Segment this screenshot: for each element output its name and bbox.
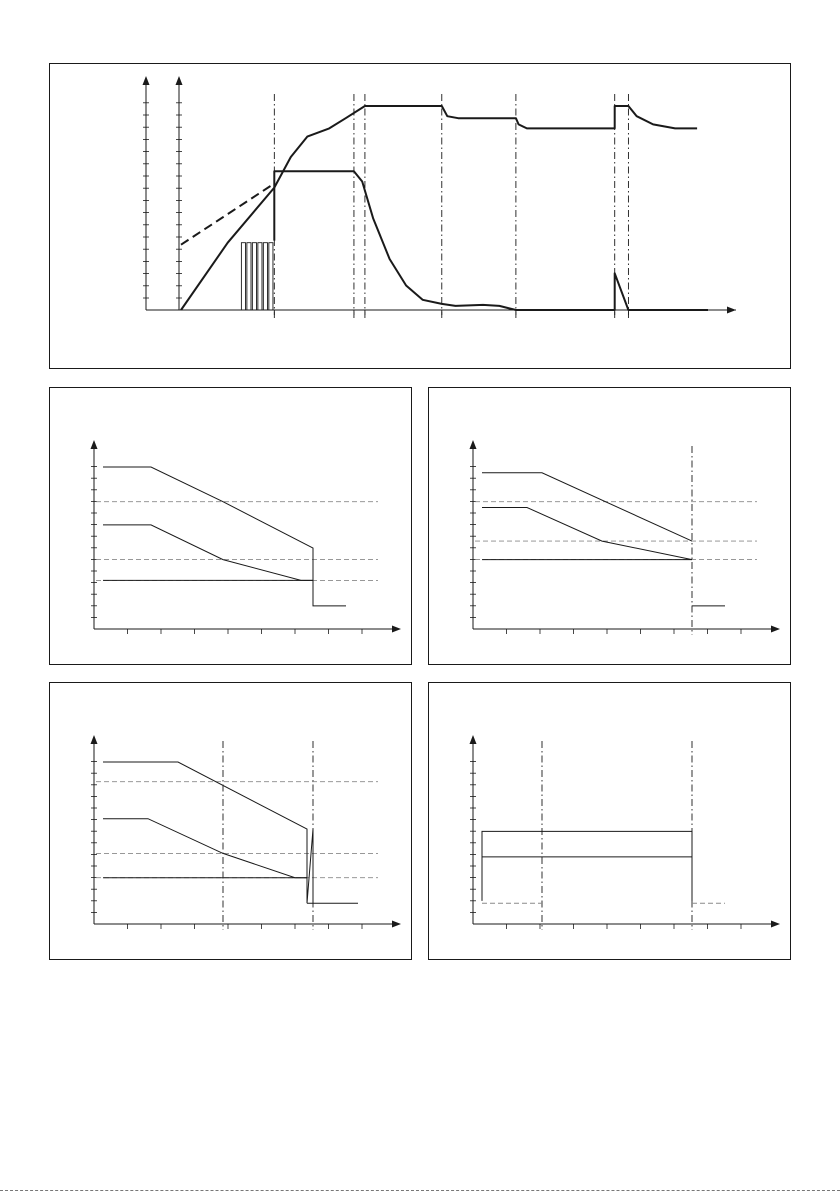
chart-b-x-arrow [771, 626, 780, 633]
main-pulse-5 [269, 243, 273, 310]
main-series-2 [274, 171, 708, 310]
main-series-0 [181, 106, 697, 310]
chart-b [429, 388, 792, 666]
chart-a-x-arrow [392, 626, 401, 633]
chart-c-series-0 [103, 762, 313, 903]
main-series-1 [181, 184, 274, 245]
chart-a-y-arrow [91, 440, 98, 449]
chart-c-x-arrow [392, 921, 401, 928]
chart-a-series-1 [103, 525, 313, 581]
main-chart-panel [49, 63, 791, 369]
chart-b-series-1 [482, 508, 692, 560]
main-chart [50, 64, 792, 370]
chart-b-y-arrow [470, 440, 477, 449]
main-pulse-2 [252, 243, 256, 310]
chart-d-panel [428, 682, 791, 960]
page-bottom-rule [0, 1190, 840, 1191]
chart-d-series-0 [482, 831, 692, 901]
main-y-arrow-2 [176, 76, 183, 85]
chart-b-series-0 [482, 473, 692, 541]
main-y-arrow-1 [143, 76, 150, 85]
main-x-arrow [727, 307, 736, 314]
chart-d [429, 683, 792, 961]
main-pulse-3 [258, 243, 262, 310]
main-pulse-1 [247, 243, 251, 310]
chart-a-series-0 [103, 467, 346, 606]
chart-c-y-arrow [91, 735, 98, 744]
chart-a-panel [49, 387, 412, 665]
chart-a [50, 388, 413, 666]
chart-c-panel [49, 682, 412, 960]
main-pulse-0 [241, 243, 245, 310]
chart-b-panel [428, 387, 791, 665]
chart-c [50, 683, 413, 961]
chart-d-y-arrow [470, 735, 477, 744]
main-pulse-4 [263, 243, 267, 310]
chart-d-x-arrow [771, 921, 780, 928]
chart-c-series-1 [103, 819, 307, 878]
